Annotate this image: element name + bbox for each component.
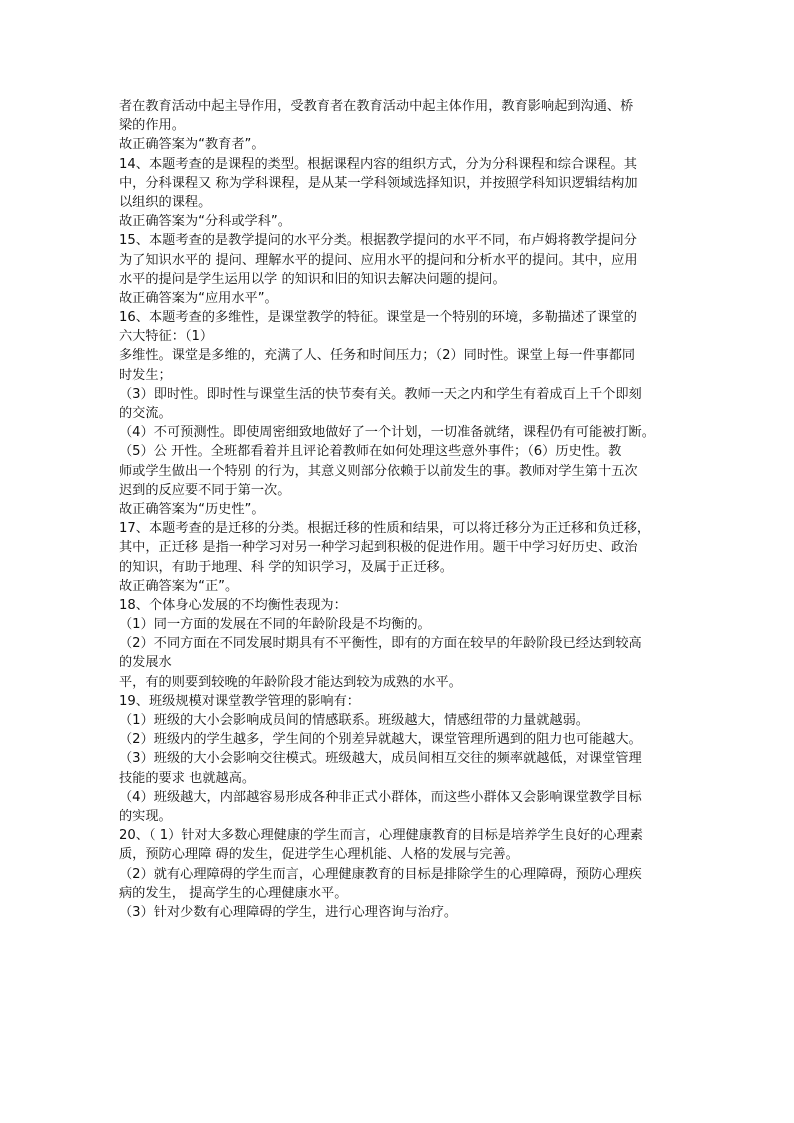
answer-line: 故正确答案为“应用水平”。 — [119, 290, 278, 306]
question-15-line: 15、本题考查的是教学提问的水平分类。根据教学提问的水平不同，布卢姆将教学提问分 — [119, 233, 637, 249]
text-line: 的知识，有助于地理、科 学的知识学习，及属于正迁移。 — [119, 559, 453, 575]
answer-line: 故正确答案为“正”。 — [119, 578, 239, 594]
text-line: 的实现。 — [119, 808, 172, 824]
text-line: 师或学生做出一个特别 的行为，其意义则部分依赖于以前发生的事。教师对学生第十五次 — [119, 463, 638, 479]
text-line: （4）班级越大，内部越容易形成各种非正式小群体，而这些小群体又会影响课堂教学目标 — [119, 789, 642, 805]
text-line: （2）就有心理障碍的学生而言，心理健康教育的目标是排除学生的心理障碍，预防心理疾 — [119, 866, 642, 882]
text-line: 技能的要求 也就越高。 — [119, 770, 256, 786]
text-line: 水平的提问是学生运用以学 的知识和旧的知识去解决问题的提问。 — [119, 271, 506, 287]
text-line: （2）班级内的学生越多，学生间的个别差异就越大，课堂管理所遇到的阻力也可能越大。 — [119, 732, 642, 748]
text-line: 质，预防心理障 碍的发生，促进学生心理机能、人格的发展与完善。 — [119, 847, 519, 863]
text-line: 平，有的则要到较晚的年龄阶段才能达到较为成熟的水平。 — [119, 674, 462, 690]
text-line: 的发展水 — [119, 655, 172, 671]
question-17-line: 17、本题考查的是迁移的分类。根据迁移的性质和结果，可以将迁移分为正迁移和负迁移， — [119, 521, 651, 537]
text-line: 者在教育活动中起主导作用，受教育者在教育活动中起主体作用，教育影响起到沟通、桥 — [119, 99, 634, 114]
text-line: （2）不同方面在不同发展时期具有不平衡性，即有的方面在较早的年龄阶段已经达到较高 — [119, 636, 642, 652]
text-line: （1）班级的大小会影响成员间的情感联系。班级越大，情感纽带的力量就越弱。 — [119, 713, 589, 728]
text-line: （3）即时性。即时性与课堂生活的快节奏有关。教师一天之内和学生有着成百上千个即刻 — [119, 386, 642, 402]
text-line: （1）同一方面的发展在不同的年龄阶段是不均衡的。 — [119, 617, 431, 633]
question-16-line: 16、本题考查的多维性，是课堂教学的特征。课堂是一个特别的环境，多勒描述了课堂的 — [119, 310, 637, 326]
text-line: （5）公 开性。全班都看着并且评论着教师在如何处理这些意外事件；（6）历史性。教 — [119, 444, 622, 460]
document-body — [119, 97, 685, 922]
text-line: 其中，正迁移 是指一种学习对另一种学习起到积极的促进作用。题干中学习好历史、政治 — [119, 540, 638, 556]
text-line: 为了知识水平的 提问、理解水平的提问、应用水平的提问和分析水平的提问。其中，应用 — [119, 252, 638, 268]
text-line: （3）针对少数有心理障碍的学生，进行心理咨询与治疗。 — [119, 904, 458, 920]
text-line: 的交流。 — [119, 406, 172, 421]
question-18-line: 18、个体身心发展的不均衡性表现为： — [119, 597, 347, 613]
text-line: 病的发生， 提高学生的心理健康水平。 — [119, 885, 348, 901]
text-line: 迟到的反应要不同于第一次。 — [119, 482, 291, 498]
answer-line: 故正确答案为“分科或学科”。 — [119, 214, 291, 230]
question-19-line: 19、班级规模对课堂教学管理的影响有： — [119, 693, 360, 709]
text-line: （4）不可预测性。即使周密细致地做好了一个计划，一切准备就绪，课程仍有可能被打断。 — [119, 425, 655, 441]
text-line: 时发生； — [119, 367, 172, 383]
answer-line: 故正确答案为“教育者”。 — [119, 137, 265, 153]
question-14-line: 14、本题考查的是课程的类型。根据课程内容的组织方式，分为分科课程和综合课程。其 — [119, 156, 637, 172]
text-line: 六大特征：（1） — [119, 329, 214, 345]
text-line: （3）班级的大小会影响交往模式。班级越大，成员间相互交往的频率就越低，对课堂管理 — [119, 751, 642, 767]
answer-line: 故正确答案为“历史性”。 — [119, 501, 265, 517]
text-line: 梁的作用。 — [119, 118, 185, 134]
text-line: 以组织的课程。 — [119, 194, 212, 210]
text-line: 中，分科课程又 称为学科课程，是从某一学科领域选择知识，并按照学科知识逻辑结构加 — [119, 175, 638, 191]
question-20-line: 20、（ 1）针对大多数心理健康的学生而言，心理健康教育的目标是培养学生良好的心理素 — [119, 828, 643, 844]
text-line: 多维性。课堂是多维的，充满了人、任务和时间压力；（2）同时性。课堂上每一件事都同 — [119, 348, 636, 364]
